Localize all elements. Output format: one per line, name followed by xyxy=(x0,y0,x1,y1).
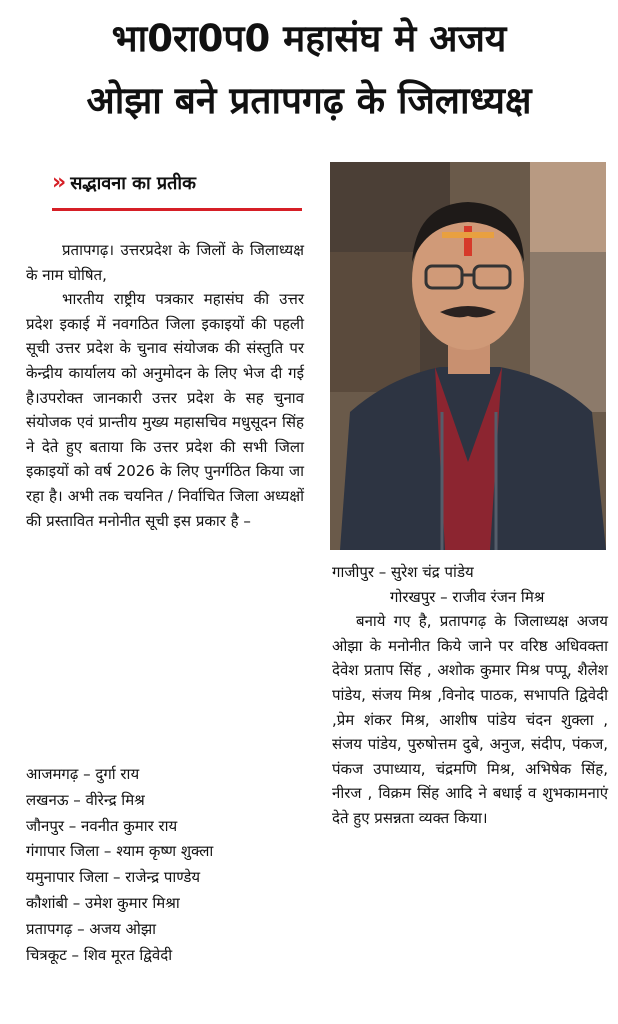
tagline-text: सद्भावना का प्रतीक xyxy=(70,173,196,194)
tagline xyxy=(52,170,302,210)
list-item: गाजीपुर – सुरेश चंद्र पांडेय xyxy=(332,563,474,581)
list-item: प्रतापगढ़ – अजय ओझा xyxy=(26,919,157,938)
list-item: चित्रकूट – शिव मूरत द्विवेदी xyxy=(26,945,173,964)
headline xyxy=(0,8,618,132)
list-item: कौशांबी – उमेश कुमार मिश्रा xyxy=(26,893,180,912)
portrait-photo xyxy=(330,162,606,550)
list-item: गोरखपुर – राजीव रंजन मिश्र xyxy=(390,587,545,606)
list-item: जौनपुर – नवनीत कुमार राय xyxy=(26,816,178,835)
list-item: लखनऊ – वीरेन्द्र मिश्र xyxy=(26,790,145,809)
left-column xyxy=(26,238,304,533)
paragraph-intro: प्रतापगढ़। उत्तरप्रदेश के जिलों के जिलाध्यक्ष के नाम घोषित, xyxy=(26,241,304,284)
paragraph-congratulations: बनाये गए है, प्रतापगढ़ के जिलाध्यक्ष अजय ओझा के मनोनीत किये जाने पर वरिष्ठ अधिवक्ता देवेश प्रताप सिंह , अशोक कुमार मिश्र पप्पू, शैलेश पांडेय, संजय मिश्र ,विनोद पाठक, सभापति द्विवेदी ,प्रेम शंकर मिश्र, आशीष पांडेय चंदन शुक्ला , संजय पांडेय, पुरुषोत्तम दुबे, अनुज, संदीप, पंकज, पंकज उपाध्याय, चंद्रमणि मिश्र, अभिषेक सिंह, नीरज , विक्रम सिंह आदि ने बधाई व शुभकामनाएं देते हुए प्रसन्नता व्यक्त किया। xyxy=(332,612,608,827)
district-list xyxy=(26,762,316,968)
paragraph-body: भारतीय राष्ट्रीय पत्रकार महासंघ की उत्तर प्रदेश इकाई में नवगठित जिला इकाइयों की पहली सूची उत्तर प्रदेश के चुनाव संयोजक की संस्तुति पर केन्द्रीय कार्यालय को अनुमोदन के लिए भेज दी गई है।उपरोक्त जानकारी उत्तर प्रदेश के सह चुनाव संयोजक एवं प्रान्तीय मुख्य महासचिव मधुसूदन सिंह ने देते हुए बताया कि उत्तर प्रदेश की सभी जिला इकाइयों को वर्ष 2026 के लिए पुनर्गठित किया जा रहा है। अभी तक चयनित / निर्वाचित जिला अध्यक्षों की प्रस्तावित मनोनीत सूची इस प्रकार है – xyxy=(26,290,304,530)
headline-line-2: ओझा बने प्रतापगढ़ के जिलाध्यक्ष xyxy=(86,79,532,122)
list-item: आजमगढ़ – दुर्गा राय xyxy=(26,765,140,783)
double-chevron-icon: » xyxy=(52,170,67,195)
portrait-illustration xyxy=(330,162,606,550)
headline-line-1: भा0रा0प0 महासंघ मे अजय xyxy=(111,17,507,60)
right-column xyxy=(332,560,608,831)
list-item: यमुनापार जिला – राजेन्द्र पाण्डेय xyxy=(26,868,201,887)
list-item: गंगापार जिला – श्याम कृष्ण शुक्ला xyxy=(26,842,214,861)
tagline-underline xyxy=(52,208,302,211)
